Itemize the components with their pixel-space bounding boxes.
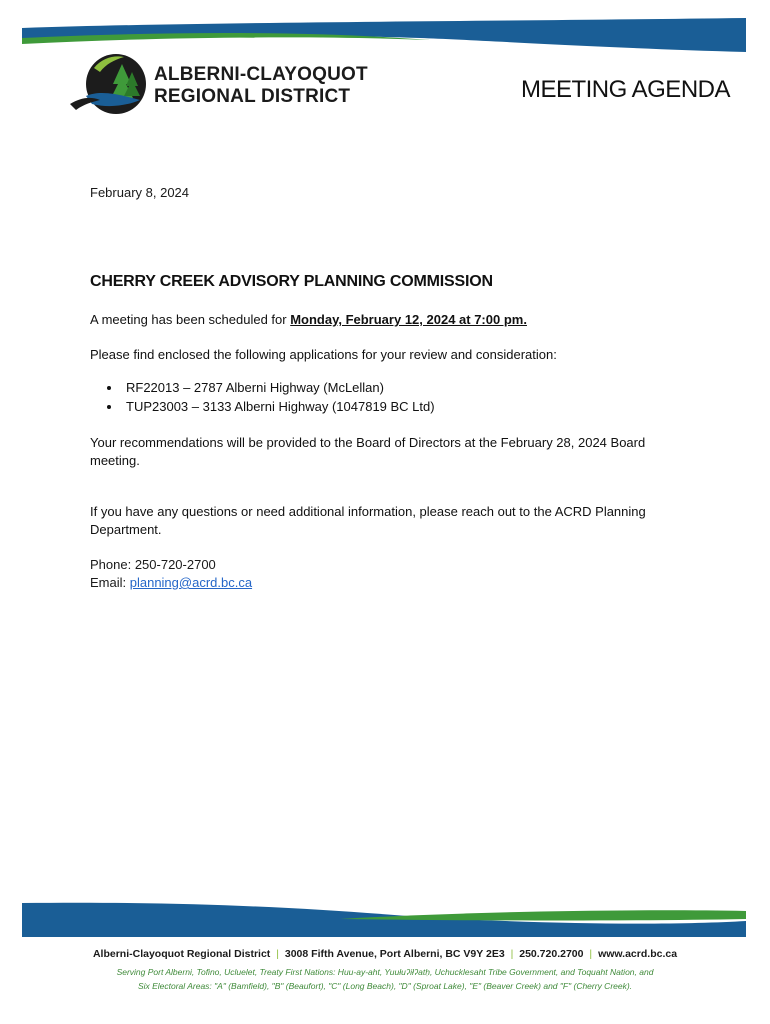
application-item: • RF22013 – 2787 Alberni Highway (McLellan) (122, 378, 435, 397)
footer-contact-line (0, 948, 770, 960)
contact-block (90, 556, 252, 592)
phone-label: Phone: (90, 557, 135, 572)
footer-serving-line2: Six Electoral Areas: "A" (Bamfield), "B" (Beaufort), "C" (Long Beach), "D" (Sproat Lake), "E" (Beaver Creek) and "F" (Cherry Creek). (137, 981, 633, 991)
phone-line (90, 556, 252, 574)
organization-logo (66, 50, 148, 122)
document-title: MEETING AGENDA (520, 76, 730, 103)
footer-org: Alberni-Clayoquot Regional District (92, 948, 271, 960)
recommendations-note: Your recommendations will be provided to the Board of Directors at the February 28, 2024 Board meeting. (90, 435, 646, 468)
footer-banner (0, 895, 770, 945)
footer-separator: | (510, 948, 514, 960)
application-item: • TUP23003 – 3133 Alberni Highway (1047819 BC Ltd) (122, 397, 435, 416)
email-link[interactable]: planning@acrd.bc.ca (129, 575, 253, 590)
footer-phone: 250.720.2700 (519, 948, 584, 960)
meeting-notice-prefix: A meeting has been scheduled for (90, 312, 291, 327)
footer-serving-line1: Serving Port Alberni, Tofino, Ucluelet, Treaty First Nations: Huu-ay-aht, Yuułuʔiłʔatḥ, Uchucklesaht Tribe Government, and Toquaht Nation, and (116, 967, 654, 977)
letter-date: February 8, 2024 (90, 185, 190, 200)
footer-website[interactable]: www.acrd.bc.ca (598, 948, 678, 960)
email-line (90, 574, 252, 592)
applications-list (90, 378, 435, 416)
footer-address: 3008 Fifth Avenue, Port Alberni, BC V9Y 2E3 (284, 948, 505, 960)
footer-separator: | (276, 948, 279, 960)
enclosed-note: Please find enclosed the following applications for your review and consideration: (90, 347, 557, 362)
meeting-notice (90, 311, 650, 329)
footer-separator: | (589, 948, 593, 960)
email-label: Email: (90, 575, 130, 590)
logo-emblem-icon (66, 50, 148, 122)
commission-heading: CHERRY CREEK ADVISORY PLANNING COMMISSION (90, 273, 493, 290)
questions-note: If you have any questions or need additional information, please reach out to the ACRD Planning Department. (90, 504, 646, 537)
organization-name-line1: ALBERNI-CLAYOQUOT (154, 64, 368, 85)
organization-name-line2: REGIONAL DISTRICT (154, 86, 351, 107)
meeting-datetime: Monday, February 12, 2024 at 7:00 pm. (290, 312, 527, 327)
organization-name (154, 64, 368, 108)
phone-number: 250-720-2700 (134, 557, 216, 572)
